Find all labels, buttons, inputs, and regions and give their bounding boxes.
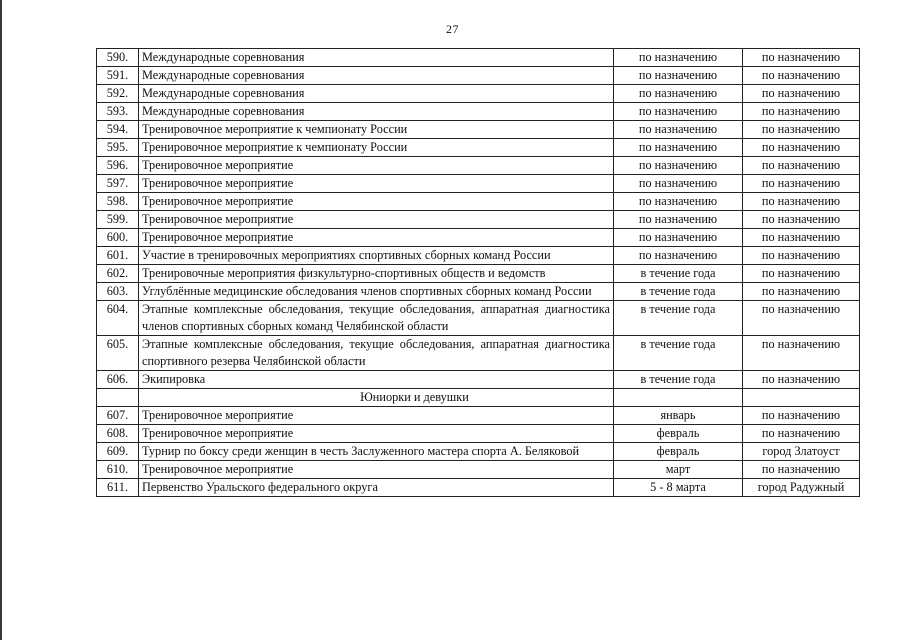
row-number: 610. — [97, 461, 139, 479]
event-place — [743, 389, 860, 407]
event-name: Тренировочное мероприятие — [139, 157, 614, 175]
table-row — [97, 211, 860, 229]
row-number: 593. — [97, 103, 139, 121]
section-header-row — [97, 389, 860, 407]
row-number: 594. — [97, 121, 139, 139]
table-row — [97, 247, 860, 265]
table-row — [97, 157, 860, 175]
event-time: по назначению — [614, 67, 743, 85]
event-time: январь — [614, 407, 743, 425]
event-place: город Златоуст — [743, 443, 860, 461]
table-row — [97, 49, 860, 67]
event-place: по назначению — [743, 139, 860, 157]
row-number: 608. — [97, 425, 139, 443]
event-time: по назначению — [614, 175, 743, 193]
event-name: Экипировка — [139, 371, 614, 389]
table-row — [97, 301, 860, 336]
event-time: по назначению — [614, 139, 743, 157]
row-number: 598. — [97, 193, 139, 211]
event-name: Международные соревнования — [139, 49, 614, 67]
event-name: Этапные комплексные обследования, текущие обследования, аппаратная диагностика спортивного резерва Челябинской области — [139, 336, 614, 371]
event-time: по назначению — [614, 49, 743, 67]
event-place: по назначению — [743, 121, 860, 139]
event-place: по назначению — [743, 461, 860, 479]
events-table — [96, 48, 860, 497]
event-time — [614, 389, 743, 407]
event-time: в течение года — [614, 336, 743, 371]
event-time: в течение года — [614, 371, 743, 389]
event-time: по назначению — [614, 85, 743, 103]
row-number: 604. — [97, 301, 139, 336]
table-row — [97, 283, 860, 301]
event-place: по назначению — [743, 103, 860, 121]
event-place: по назначению — [743, 85, 860, 103]
event-place: по назначению — [743, 371, 860, 389]
event-place: по назначению — [743, 157, 860, 175]
row-number: 591. — [97, 67, 139, 85]
row-number: 605. — [97, 336, 139, 371]
event-place: по назначению — [743, 301, 860, 336]
event-time: по назначению — [614, 121, 743, 139]
event-place: по назначению — [743, 265, 860, 283]
event-time: в течение года — [614, 283, 743, 301]
event-time: 5 - 8 марта — [614, 479, 743, 497]
row-number: 596. — [97, 157, 139, 175]
event-place: по назначению — [743, 336, 860, 371]
event-place: по назначению — [743, 67, 860, 85]
event-name: Тренировочное мероприятие — [139, 211, 614, 229]
event-place: город Радужный — [743, 479, 860, 497]
table-row — [97, 139, 860, 157]
event-time: по назначению — [614, 247, 743, 265]
event-name: Этапные комплексные обследования, текущие обследования, аппаратная диагностика членов спортивных сборных команд Челябинской области — [139, 301, 614, 336]
row-number: 602. — [97, 265, 139, 283]
table-row — [97, 229, 860, 247]
event-time: в течение года — [614, 301, 743, 336]
event-time: в течение года — [614, 265, 743, 283]
event-name: Тренировочное мероприятие — [139, 193, 614, 211]
table-row — [97, 479, 860, 497]
row-number: 607. — [97, 407, 139, 425]
event-name: Тренировочное мероприятие — [139, 175, 614, 193]
row-number: 611. — [97, 479, 139, 497]
event-name: Тренировочное мероприятие — [139, 407, 614, 425]
event-place: по назначению — [743, 283, 860, 301]
event-time: по назначению — [614, 157, 743, 175]
event-place: по назначению — [743, 193, 860, 211]
table-row — [97, 407, 860, 425]
event-name: Тренировочное мероприятие — [139, 461, 614, 479]
row-number: 590. — [97, 49, 139, 67]
row-number: 609. — [97, 443, 139, 461]
row-number: 599. — [97, 211, 139, 229]
table-row — [97, 175, 860, 193]
event-name: Международные соревнования — [139, 67, 614, 85]
event-name: Участие в тренировочных мероприятиях спортивных сборных команд России — [139, 247, 614, 265]
table-row — [97, 121, 860, 139]
event-place: по назначению — [743, 247, 860, 265]
event-name: Углублённые медицинские обследования членов спортивных сборных команд России — [139, 283, 614, 301]
row-number: 592. — [97, 85, 139, 103]
table-row — [97, 265, 860, 283]
table-row — [97, 85, 860, 103]
event-name: Международные соревнования — [139, 85, 614, 103]
page-number: 27 — [446, 22, 459, 36]
event-place: по назначению — [743, 425, 860, 443]
row-number: 603. — [97, 283, 139, 301]
event-name: Тренировочное мероприятие — [139, 229, 614, 247]
event-place: по назначению — [743, 407, 860, 425]
event-time: по назначению — [614, 229, 743, 247]
row-number: 595. — [97, 139, 139, 157]
table-row — [97, 193, 860, 211]
event-time: по назначению — [614, 211, 743, 229]
event-time: март — [614, 461, 743, 479]
event-time: февраль — [614, 443, 743, 461]
row-number — [97, 389, 139, 407]
section-title: Юниорки и девушки — [139, 389, 614, 407]
event-name: Первенство Уральского федерального округа — [139, 479, 614, 497]
event-time: по назначению — [614, 103, 743, 121]
row-number: 600. — [97, 229, 139, 247]
table-row — [97, 371, 860, 389]
event-place: по назначению — [743, 175, 860, 193]
table-row — [97, 425, 860, 443]
row-number: 597. — [97, 175, 139, 193]
event-name: Тренировочное мероприятие к чемпионату России — [139, 121, 614, 139]
row-number: 601. — [97, 247, 139, 265]
table-row — [97, 336, 860, 371]
event-place: по назначению — [743, 49, 860, 67]
table-row — [97, 461, 860, 479]
event-time: по назначению — [614, 193, 743, 211]
event-name: Турнир по боксу среди женщин в честь Заслуженного мастера спорта А. Беляковой — [139, 443, 614, 461]
table-row — [97, 103, 860, 121]
event-name: Тренировочное мероприятие — [139, 425, 614, 443]
event-place: по назначению — [743, 229, 860, 247]
event-time: февраль — [614, 425, 743, 443]
event-name: Тренировочные мероприятия физкультурно-спортивных обществ и ведомств — [139, 265, 614, 283]
row-number: 606. — [97, 371, 139, 389]
table-row — [97, 443, 860, 461]
events-table-body — [97, 49, 860, 497]
page-left-edge — [0, 0, 2, 640]
event-place: по назначению — [743, 211, 860, 229]
table-row — [97, 67, 860, 85]
event-name: Тренировочное мероприятие к чемпионату России — [139, 139, 614, 157]
event-name: Международные соревнования — [139, 103, 614, 121]
